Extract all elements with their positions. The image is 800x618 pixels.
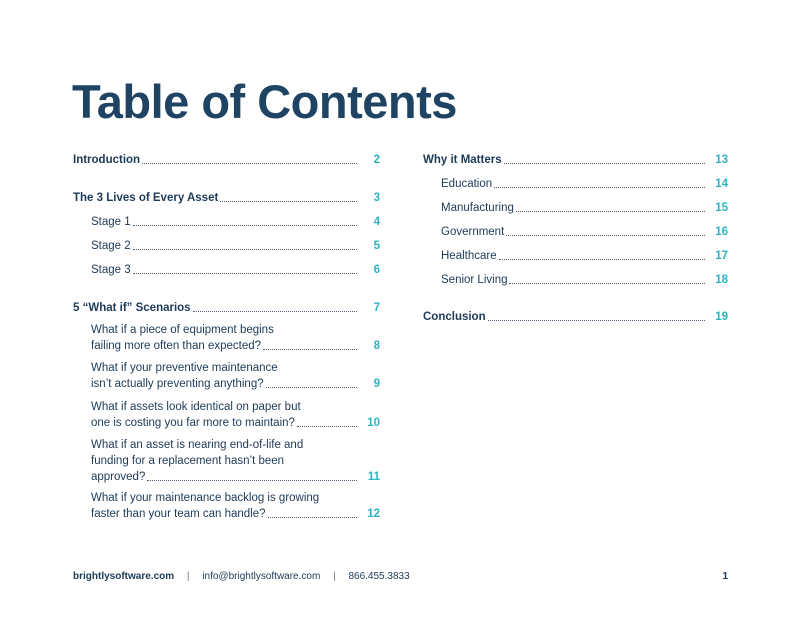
- dot-leader: [133, 249, 357, 250]
- toc-entry-scenarios[interactable]: [73, 300, 380, 316]
- toc-entry-senior-living[interactable]: [423, 272, 728, 288]
- dot-leader: [488, 320, 705, 321]
- toc-entry-conclusion[interactable]: [423, 309, 728, 325]
- toc-entry-label-line: faster than your team can handle?: [91, 508, 266, 520]
- toc-entry-label: Stage 3: [91, 264, 131, 276]
- toc-entry-label-line: failing more often than expected?: [91, 340, 262, 352]
- dot-leader: [504, 163, 705, 164]
- dot-leader: [494, 187, 705, 188]
- toc-entry-label-line: What if a piece of equipment begins: [91, 324, 274, 336]
- toc-entry-3-lives[interactable]: [73, 190, 380, 206]
- toc-entry-label: Stage 2: [91, 240, 131, 252]
- toc-entry-label: Why it Matters: [423, 154, 502, 166]
- toc-entry-label-line: isn’t actually preventing anything?: [91, 378, 264, 390]
- toc-entry-label-line: What if your maintenance backlog is growing: [91, 492, 320, 504]
- toc-entry-stage-1[interactable]: [73, 214, 380, 230]
- page-number: 1: [722, 571, 728, 582]
- dot-leader: [220, 201, 357, 202]
- toc-page-number: 2: [373, 154, 380, 166]
- toc-page-number: 18: [715, 274, 728, 286]
- dot-leader: [297, 426, 357, 427]
- toc-page-number: 7: [373, 302, 380, 314]
- toc-page-number: 6: [373, 264, 380, 276]
- toc-entry-what-if-5[interactable]: [73, 490, 380, 522]
- toc-entry-label: Introduction: [73, 154, 141, 166]
- toc-page-number: 5: [373, 240, 380, 252]
- dot-leader: [506, 235, 705, 236]
- dot-leader: [193, 311, 357, 312]
- toc-entry-label-line: What if your preventive maintenance: [91, 362, 278, 374]
- toc-entry-what-if-3[interactable]: [73, 399, 380, 431]
- dot-leader: [268, 517, 357, 518]
- toc-entry-stage-3[interactable]: [73, 262, 380, 278]
- dot-leader: [133, 273, 357, 274]
- toc-entry-label-line: funding for a replacement hasn’t been: [91, 455, 285, 467]
- toc-entry-label-line: approved?: [91, 471, 146, 483]
- toc-entry-manufacturing[interactable]: [423, 200, 728, 216]
- dot-leader: [147, 480, 357, 481]
- toc-entry-what-if-1[interactable]: [73, 322, 380, 354]
- toc-entry-label: Government: [441, 226, 505, 238]
- toc-entry-label: Conclusion: [423, 311, 486, 323]
- toc-page-number: 15: [715, 202, 728, 214]
- toc-entry-introduction[interactable]: [73, 152, 380, 168]
- toc-entry-label: Manufacturing: [441, 202, 514, 214]
- page-title: Table of Contents: [72, 75, 457, 128]
- footer: [73, 571, 410, 582]
- footer-website-link[interactable]: brightlysoftware.com: [73, 571, 175, 582]
- dot-leader: [266, 387, 357, 388]
- toc-entry-label: Stage 1: [91, 216, 131, 228]
- toc-page-number: 11: [367, 471, 380, 483]
- toc-entry-what-if-2[interactable]: [73, 360, 380, 392]
- toc-entry-government[interactable]: [423, 224, 728, 240]
- toc-page-number: 8: [373, 340, 380, 352]
- toc-page-number: 16: [715, 226, 728, 238]
- toc-entry-healthcare[interactable]: [423, 248, 728, 264]
- toc-entry-label-line: What if assets look identical on paper but: [91, 401, 301, 413]
- toc-entry-label: 5 “What if” Scenarios: [73, 302, 191, 314]
- toc-page-number: 12: [367, 508, 380, 520]
- toc-entry-education[interactable]: [423, 176, 728, 192]
- footer-separator: |: [186, 571, 190, 582]
- toc-page-number: 13: [715, 154, 728, 166]
- toc-entry-why-it-matters[interactable]: [423, 152, 728, 168]
- toc-entry-stage-2[interactable]: [73, 238, 380, 254]
- toc-page-number: 19: [715, 311, 728, 323]
- dot-leader: [263, 349, 357, 350]
- toc-page-number: 4: [373, 216, 380, 228]
- footer-phone: 866.455.3833: [348, 571, 410, 582]
- dot-leader: [509, 283, 705, 284]
- footer-email-link[interactable]: info@brightlysoftware.com: [202, 571, 321, 582]
- toc-entry-label: Senior Living: [441, 274, 508, 286]
- toc-page-number: 3: [373, 192, 380, 204]
- toc-page-number: 9: [373, 378, 380, 390]
- toc-page-number: 14: [715, 178, 728, 190]
- toc-entry-label: The 3 Lives of Every Asset: [73, 192, 219, 204]
- toc-page-number: 17: [715, 250, 728, 262]
- toc-entry-label: Education: [441, 178, 493, 190]
- toc-page-number: 10: [367, 417, 380, 429]
- dot-leader: [499, 259, 705, 260]
- toc-entry-label-line: What if an asset is nearing end-of-life and: [91, 439, 304, 451]
- dot-leader: [516, 211, 705, 212]
- toc-entry-label: Healthcare: [441, 250, 497, 262]
- toc-entry-label-line: one is costing you far more to maintain?: [91, 417, 295, 429]
- footer-separator: |: [333, 571, 336, 582]
- dot-leader: [133, 225, 357, 226]
- dot-leader: [142, 163, 357, 164]
- toc-entry-what-if-4[interactable]: [73, 437, 380, 485]
